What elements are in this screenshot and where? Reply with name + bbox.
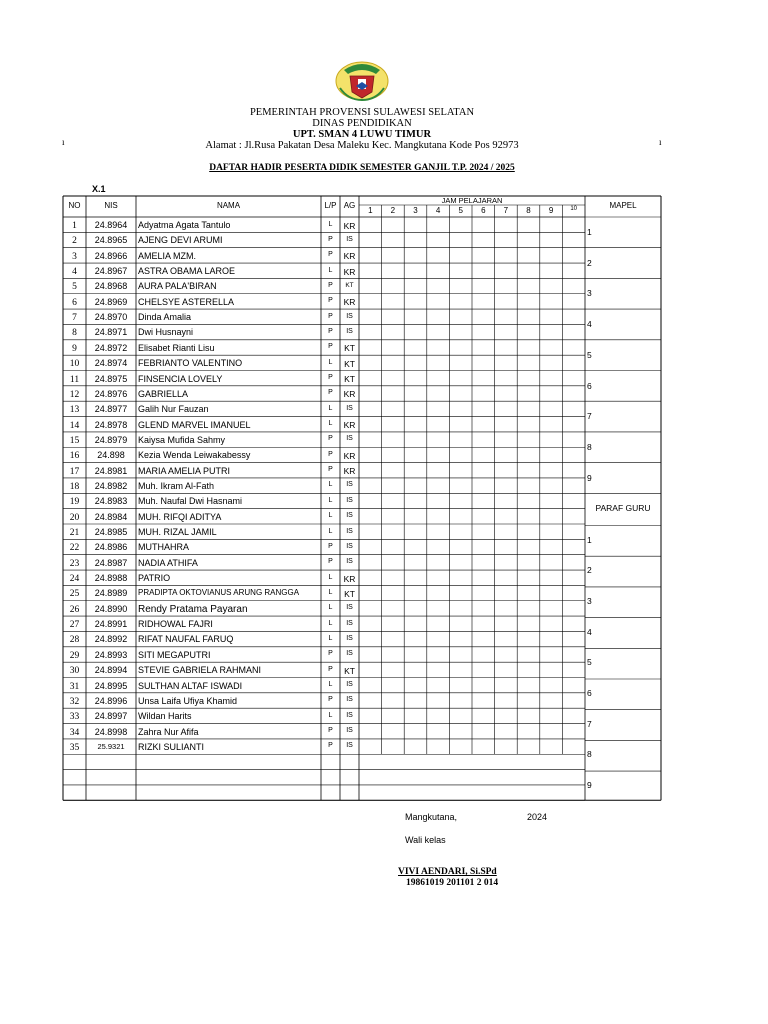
jam-number: 3 xyxy=(413,206,418,215)
row-nama: STEVIE GABRIELA RAHMANI xyxy=(138,665,262,676)
row-nis: 24.8987 xyxy=(94,557,128,568)
margin-mark-right: ı xyxy=(659,137,662,147)
row-nis: 24.8971 xyxy=(94,327,128,338)
row-nama: SITI MEGAPUTRI xyxy=(138,649,211,660)
row-ag: KT xyxy=(344,358,355,369)
row-no: 20 xyxy=(69,512,80,523)
row-no: 14 xyxy=(69,420,80,431)
row-nama: GABRIELLA xyxy=(138,388,189,399)
row-ag: IS xyxy=(346,481,353,489)
row-ag: IS xyxy=(346,542,353,550)
row-no: 30 xyxy=(69,666,80,677)
row-ag: KR xyxy=(343,266,356,277)
row-ag: IS xyxy=(346,327,353,335)
row-nis: 24.8983 xyxy=(94,496,128,507)
jam-number: 10 xyxy=(570,206,578,212)
row-ag: KR xyxy=(343,450,356,461)
row-nama: AURA PALA'BIRAN xyxy=(138,281,217,292)
row-no: 1 xyxy=(72,221,77,231)
row-lp: L xyxy=(328,634,333,642)
row-no: 29 xyxy=(69,650,80,661)
row-lp: L xyxy=(328,619,333,627)
row-nama: SULTHAN ALTAF ISWADI xyxy=(138,680,243,691)
row-nama: GLEND MARVEL IMANUEL xyxy=(138,419,251,430)
footer-year: 2024 xyxy=(527,812,548,822)
row-no: 5 xyxy=(72,282,77,293)
header-school: UPT. SMAN 4 LUWU TIMUR xyxy=(292,129,432,140)
row-ag: IS xyxy=(346,512,353,520)
header-department: DINAS PENDIDIKAN xyxy=(312,118,412,129)
row-nis: 24.8995 xyxy=(94,680,128,691)
row-no: 33 xyxy=(69,712,80,723)
row-nis: 24.8986 xyxy=(94,542,128,553)
row-nis: 24.8979 xyxy=(94,434,128,445)
row-ag: KT xyxy=(345,281,354,289)
row-nama: MUTHAHRA xyxy=(138,542,189,553)
jam-number: 4 xyxy=(435,206,441,215)
class-label: X.1 xyxy=(92,184,106,194)
row-lp: P xyxy=(328,466,333,474)
row-lp: L xyxy=(328,496,333,504)
row-nis: 24.8965 xyxy=(94,235,128,246)
mapel-number: 4 xyxy=(587,319,592,330)
mapel-number: 8 xyxy=(587,441,592,452)
column-header-nama: NAMA xyxy=(216,201,241,210)
column-header-jam-pelajaran: JAM PELAJARAN xyxy=(441,196,503,205)
row-no: 31 xyxy=(69,681,80,692)
row-nis: 24.8998 xyxy=(94,726,128,737)
row-nama: AMELIA MZM. xyxy=(138,250,197,261)
row-nama: CHELSYE ASTERELLA xyxy=(138,296,235,307)
mapel-number: 1 xyxy=(587,227,592,237)
row-nama: RIFAT NAUFAL FARUQ xyxy=(138,634,234,645)
homeroom-teacher-name: VIVI AENDARI, Si.SPd xyxy=(398,867,497,877)
header-address: Alamat : Jl.Rusa Pakatan Desa Maleku Kec. Mangkutana Kode Pos 92973 xyxy=(205,140,519,151)
paraf-number: 3 xyxy=(587,595,592,606)
row-lp: P xyxy=(328,343,333,351)
column-header-no: NO xyxy=(68,201,81,210)
row-ag: KT xyxy=(344,374,355,384)
row-lp: P xyxy=(328,312,333,320)
row-no: 2 xyxy=(72,236,77,247)
row-lp: P xyxy=(328,297,333,305)
row-nis: 24.8997 xyxy=(94,711,128,722)
row-lp: L xyxy=(328,711,333,719)
row-lp: P xyxy=(328,327,333,335)
row-ag: IS xyxy=(346,312,353,320)
row-ag: KR xyxy=(343,251,356,262)
row-nama: Kezia Wenda Leiwakabessy xyxy=(138,450,251,461)
homeroom-teacher-nip: 19861019 201101 2 014 xyxy=(406,878,499,888)
row-nis: 24.8982 xyxy=(94,480,128,491)
row-nis: 24.8993 xyxy=(94,649,128,660)
row-ag: IS xyxy=(346,681,353,688)
row-no: 13 xyxy=(69,405,80,416)
row-lp: P xyxy=(328,374,333,381)
row-nis: 24.8984 xyxy=(94,511,128,522)
row-nis: 24.8981 xyxy=(94,465,128,476)
row-nis: 24.8972 xyxy=(94,342,128,353)
row-no: 25 xyxy=(69,589,80,600)
row-lp: P xyxy=(328,542,333,550)
row-no: 26 xyxy=(69,604,80,615)
row-nis: 24.8991 xyxy=(94,619,128,630)
row-nis: 24.8977 xyxy=(94,404,128,415)
row-no: 12 xyxy=(69,389,80,400)
row-nama: RIDHOWAL FAJRI xyxy=(138,619,213,630)
row-ag: IS xyxy=(346,527,353,535)
row-no: 22 xyxy=(69,543,80,554)
row-no: 27 xyxy=(69,620,80,631)
row-nama: Rendy Pratama Payaran xyxy=(138,603,248,615)
row-lp: L xyxy=(328,527,333,535)
row-nama: ASTRA OBAMA LAROE xyxy=(138,266,236,277)
row-no: 23 xyxy=(69,558,80,569)
row-nama: PRADIPTA OKTOVIANUS ARUNG RANGGA xyxy=(138,588,300,598)
row-no: 16 xyxy=(69,451,80,462)
row-nama: Kaiysa Mufida Sahmy xyxy=(138,434,226,445)
row-nis: 24.8978 xyxy=(94,419,128,430)
row-ag: IS xyxy=(346,235,353,243)
jam-number: 7 xyxy=(503,206,509,215)
row-lp: P xyxy=(328,235,333,243)
row-ag: KR xyxy=(343,420,356,431)
row-no: 6 xyxy=(72,297,77,308)
row-ag: KR xyxy=(343,220,356,231)
row-lp: P xyxy=(328,450,333,458)
row-nis: 24.8975 xyxy=(94,373,128,384)
row-no: 3 xyxy=(72,251,77,262)
row-ag: IS xyxy=(346,711,353,719)
column-header-mapel: MAPEL xyxy=(609,201,637,210)
row-nis: 25.9321 xyxy=(97,741,125,751)
row-ag: IS xyxy=(346,496,353,504)
row-ag: IS xyxy=(346,634,353,642)
row-nis: 24.8990 xyxy=(94,603,128,614)
paraf-number: 6 xyxy=(587,688,592,698)
row-no: 11 xyxy=(69,374,80,385)
row-nama: Galih Nur Fauzan xyxy=(138,404,209,415)
paraf-number: 9 xyxy=(587,780,592,791)
row-nis: 24.8992 xyxy=(94,634,128,645)
mapel-number: 2 xyxy=(587,257,592,268)
row-lp: L xyxy=(328,266,333,274)
header-province: PEMERINTAH PROVENSI SULAWESI SELATAN xyxy=(249,107,475,118)
row-ag: IS xyxy=(346,404,353,412)
row-ag: IS xyxy=(346,435,353,443)
row-ag: IS xyxy=(346,619,353,627)
mapel-number: 3 xyxy=(587,288,592,299)
row-nama: Muh. Naufal Dwi Hasnami xyxy=(138,496,243,507)
row-no: 28 xyxy=(69,635,80,646)
row-ag: KR xyxy=(343,573,356,584)
row-no: 34 xyxy=(69,727,80,738)
row-nama: NADIA ATHIFA xyxy=(138,557,198,568)
row-no: 10 xyxy=(69,359,80,370)
row-nis: 24.898 xyxy=(97,450,125,461)
row-lp: L xyxy=(328,420,333,428)
row-ag: IS xyxy=(346,604,353,612)
row-lp: L xyxy=(328,358,333,366)
row-ag: IS xyxy=(346,650,353,658)
jam-number: 1 xyxy=(368,206,373,215)
row-nama: Wildan Harits xyxy=(138,711,192,722)
footer-place: Mangkutana, xyxy=(405,812,458,822)
row-nis: 24.8996 xyxy=(94,695,128,706)
row-nama: Dinda Amalia xyxy=(138,312,192,323)
row-lp: P xyxy=(328,650,333,658)
jam-number: 8 xyxy=(526,206,531,215)
mapel-number: 9 xyxy=(587,472,592,483)
row-nama: Elisabet Rianti Lisu xyxy=(138,342,215,353)
jam-number: 5 xyxy=(458,206,463,215)
row-no: 15 xyxy=(69,435,80,446)
row-no: 21 xyxy=(69,528,80,538)
row-lp: L xyxy=(328,481,333,489)
row-nis: 24.8968 xyxy=(94,281,128,292)
paraf-number: 5 xyxy=(587,657,592,668)
row-nis: 24.8989 xyxy=(94,588,128,599)
row-nama: AJENG DEVI ARUMI xyxy=(138,235,223,246)
row-nis: 24.8994 xyxy=(94,665,128,676)
row-lp: L xyxy=(328,588,333,596)
row-lp: P xyxy=(328,665,333,673)
paraf-number: 7 xyxy=(587,718,592,729)
row-nis: 24.8964 xyxy=(94,220,128,230)
row-nis: 24.8974 xyxy=(94,358,128,369)
mapel-number: 7 xyxy=(587,411,592,422)
row-no: 35 xyxy=(69,742,80,753)
row-nama: MUH. RIFQI ADITYA xyxy=(138,511,222,522)
row-lp: P xyxy=(328,727,333,735)
row-lp: L xyxy=(328,512,333,520)
row-lp: P xyxy=(328,435,333,443)
row-ag: IS xyxy=(346,696,353,704)
row-lp: L xyxy=(328,573,333,581)
row-lp: L xyxy=(328,604,333,612)
row-ag: IS xyxy=(346,558,353,566)
row-lp: P xyxy=(328,696,333,704)
paraf-number: 8 xyxy=(587,749,592,760)
row-lp: L xyxy=(328,404,333,412)
row-ag: KT xyxy=(344,343,355,354)
row-lp: P xyxy=(328,281,333,289)
row-nis: 24.8967 xyxy=(94,266,128,277)
row-lp: P xyxy=(328,251,333,259)
row-lp: P xyxy=(328,558,333,566)
row-nis: 24.8976 xyxy=(94,388,128,399)
row-nama: Dwi Husnayni xyxy=(138,327,194,338)
row-no: 4 xyxy=(72,267,77,278)
row-no: 7 xyxy=(72,313,77,324)
row-nis: 24.8970 xyxy=(94,312,128,323)
row-nama: MARIA AMELIA PUTRI xyxy=(138,465,231,476)
paraf-guru-label: PARAF GURU xyxy=(595,503,651,513)
column-header-nis: NIS xyxy=(104,201,118,210)
row-nama: Adyatma Agata Tantulo xyxy=(138,220,231,230)
row-nama: MUH. RIZAL JAMIL xyxy=(138,527,217,537)
row-no: 17 xyxy=(69,466,80,477)
row-no: 9 xyxy=(72,343,77,354)
row-nis: 24.8966 xyxy=(94,250,128,261)
row-ag: IS xyxy=(346,742,353,750)
row-lp: P xyxy=(328,742,333,750)
row-lp: L xyxy=(328,681,333,688)
row-nis: 24.8985 xyxy=(94,527,128,537)
row-nama: FEBRIANTO VALENTINO xyxy=(138,358,243,369)
row-nis: 24.8969 xyxy=(94,296,128,307)
jam-number: 9 xyxy=(548,206,554,215)
row-ag: KR xyxy=(343,297,356,308)
row-nama: Muh. Ikram Al-Fath xyxy=(138,480,215,491)
footer-role: Wali kelas xyxy=(405,835,446,845)
row-no: 32 xyxy=(69,696,80,707)
jam-number: 2 xyxy=(390,206,396,215)
row-lp: L xyxy=(328,220,333,228)
row-no: 19 xyxy=(69,497,80,508)
row-nama: PATRIO xyxy=(138,573,171,584)
margin-mark-left: ı xyxy=(62,137,65,147)
row-ag: KR xyxy=(343,389,356,400)
mapel-number: 5 xyxy=(587,349,592,360)
paraf-number: 4 xyxy=(587,626,592,637)
row-no: 8 xyxy=(72,328,77,339)
row-nama: RIZKI SULIANTI xyxy=(138,741,205,752)
mapel-number: 6 xyxy=(587,380,592,391)
row-ag: KR xyxy=(343,466,356,477)
document-title: DAFTAR HADIR PESERTA DIDIK SEMESTER GANJIL T.P. 2024 / 2025 xyxy=(209,163,515,173)
row-nama: Zahra Nur Afifa xyxy=(138,726,199,737)
row-ag: IS xyxy=(346,727,353,735)
row-no: 24 xyxy=(69,574,80,585)
column-header-ag: AG xyxy=(343,201,356,210)
paraf-number: 2 xyxy=(587,565,592,576)
row-no: 18 xyxy=(69,481,80,492)
row-nis: 24.8988 xyxy=(94,573,128,584)
column-header-lp: L/P xyxy=(324,201,337,210)
row-ag: KT xyxy=(344,665,355,676)
row-nama: FINSENCIA LOVELY xyxy=(138,373,223,384)
row-nama: Unsa Laifa Ufiya Khamid xyxy=(138,695,238,706)
row-lp: P xyxy=(328,389,333,397)
jam-number: 6 xyxy=(481,206,486,215)
row-ag: KT xyxy=(344,588,355,599)
paraf-number: 1 xyxy=(587,534,592,545)
